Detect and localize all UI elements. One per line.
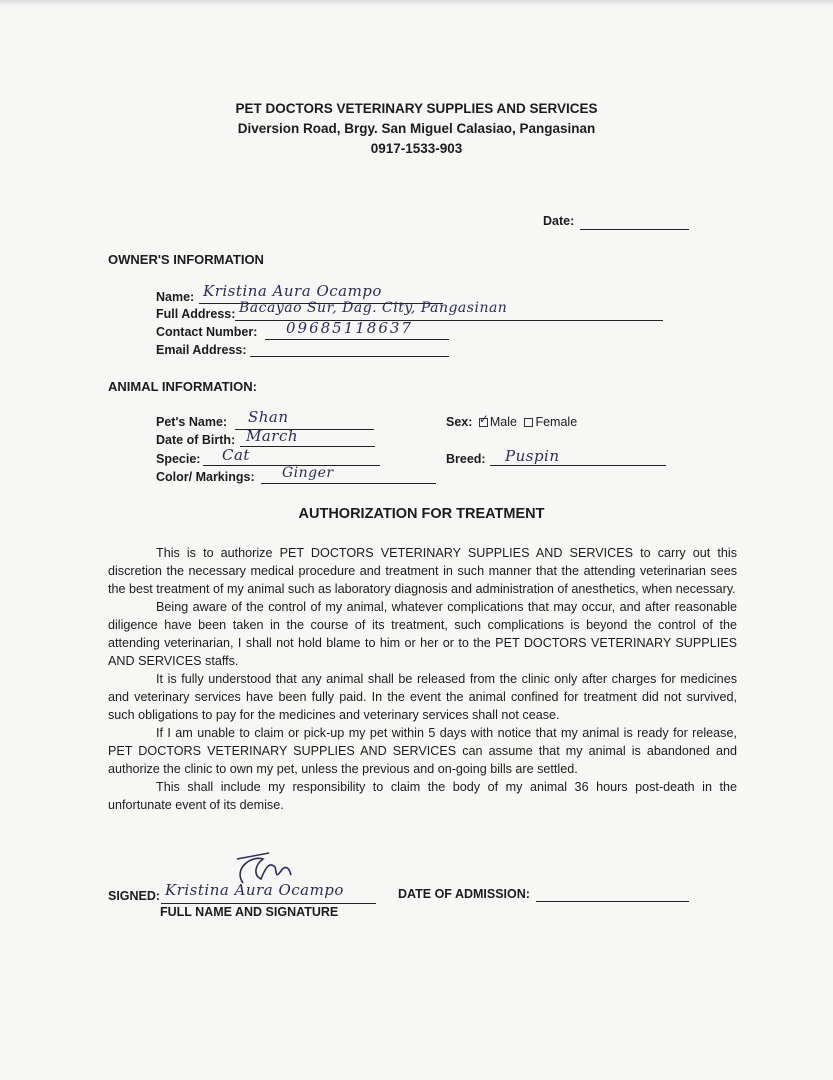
dob-value: March	[246, 427, 299, 445]
authorization-paragraph: Being aware of the control of my animal, whatever complications that may occur, and after reasonable diligence have been taken in the course of its treatment, such complications is beyond the control of the attending veterinarian, I shall not hold blame to him or her or to the PET DOCTORS VETERINARY SUPPLIES AND SERVICES staffs.	[108, 600, 737, 668]
owner-name-label: Name:	[156, 290, 195, 304]
owner-email-label: Email Address:	[156, 343, 247, 357]
owner-email-field[interactable]	[250, 356, 449, 357]
animal-section-title: ANIMAL INFORMATION:	[108, 379, 257, 394]
authorization-paragraph: This is to authorize PET DOCTORS VETERINARY SUPPLIES AND SERVICES to carry out this discretion the necessary medical procedure and treatment in such manner that the attending veterinarian sees the best treatment of my animal such as laboratory diagnosis and administration of anesthetics, when necessary.	[108, 546, 737, 596]
signed-value: Kristina Aura Ocampo	[165, 881, 344, 899]
admission-date-label: DATE OF ADMISSION:	[398, 887, 530, 901]
sex-female-label: Female	[535, 415, 578, 429]
signed-label: SIGNED:	[108, 889, 161, 903]
owner-name-value: Kristina Aura Ocampo	[203, 282, 382, 300]
dob-field[interactable]	[240, 446, 375, 447]
sex-female-checkbox[interactable]	[524, 418, 533, 427]
authorization-title: AUTHORIZATION FOR TREATMENT	[298, 506, 545, 522]
owner-section-title: OWNER'S INFORMATION	[108, 252, 264, 267]
scan-top-edge	[0, 0, 833, 6]
company-name: PET DOCTORS VETERINARY SUPPLIES AND SERVICES	[235, 101, 598, 116]
color-value: Ginger	[282, 465, 334, 481]
admission-date-field[interactable]	[536, 901, 689, 902]
breed-value: Puspin	[505, 447, 560, 465]
sex-field	[446, 412, 578, 429]
color-label: Color/ Markings:	[156, 470, 255, 484]
authorization-body	[108, 544, 737, 814]
date-label: Date:	[543, 214, 575, 228]
dob-label: Date of Birth:	[156, 433, 236, 447]
company-phone: 0917-1533-903	[370, 141, 463, 156]
owner-address-label: Full Address:	[156, 307, 236, 321]
signature-caption: FULL NAME AND SIGNATURE	[160, 905, 339, 919]
signature-field[interactable]	[161, 903, 376, 904]
breed-label: Breed:	[446, 452, 486, 466]
owner-contact-value: 09685118637	[286, 319, 413, 337]
pet-name-value: Shan	[248, 408, 289, 426]
sex-male-checkbox[interactable]	[478, 412, 489, 427]
authorization-paragraph: If I am unable to claim or pick-up my pet within 5 days with notice that my animal is ready for release, PET DOCTORS VETERINARY SUPPLIES AND SERVICES can assume that my animal is abandoned and authorize the clinic to own my pet, unless the previous and on-going bills are settled.	[108, 726, 737, 776]
date-field[interactable]	[580, 229, 689, 230]
owner-contact-label: Contact Number:	[156, 325, 258, 339]
sex-male-label: Male	[489, 415, 517, 429]
owner-address-value: Bacayao Sur, Dag. City, Pangasinan	[239, 300, 508, 316]
specie-label: Specie:	[156, 452, 201, 466]
check-mark-icon: ✓	[478, 412, 489, 427]
pet-name-label: Pet's Name:	[156, 415, 228, 429]
specie-value: Cat	[222, 446, 250, 464]
color-field[interactable]	[261, 483, 436, 484]
sex-label: Sex:	[446, 415, 473, 429]
owner-contact-field[interactable]	[265, 339, 449, 340]
company-address: Diversion Road, Brgy. San Miguel Calasiao, Pangasinan	[237, 121, 596, 136]
authorization-paragraph: It is fully understood that any animal shall be released from the clinic only after charges for medicines and veterinary services have been fully paid. In the event the animal confined for treatment did not survived, such obligations to pay for the medicines and veterinary services shall not cease.	[108, 672, 737, 722]
breed-field[interactable]	[490, 465, 666, 466]
authorization-paragraph: This shall include my responsibility to claim the body of my animal 36 hours post-death in the unfortunate event of its demise.	[108, 780, 737, 812]
